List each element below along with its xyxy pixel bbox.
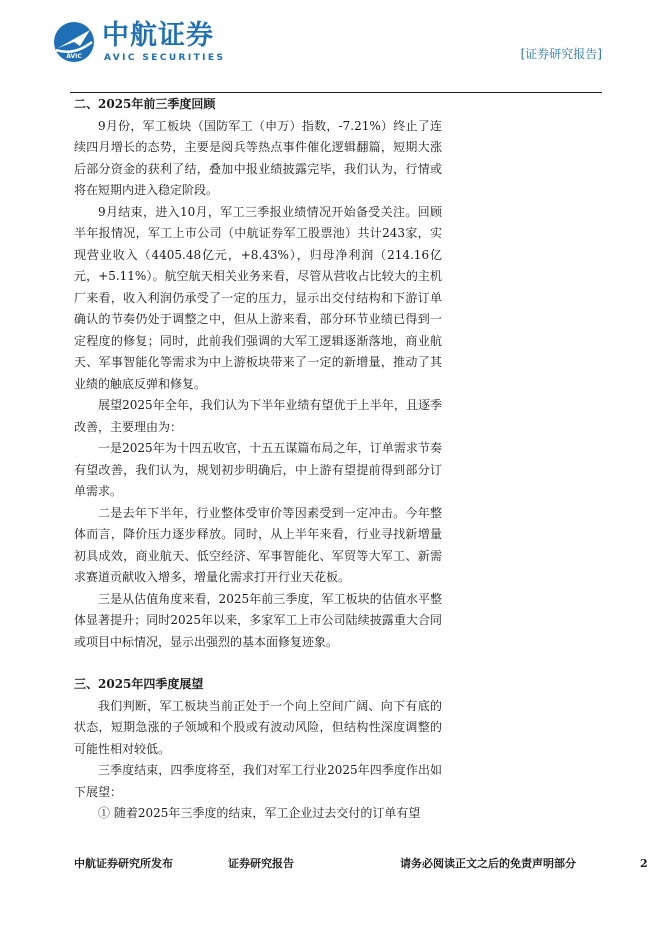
- paragraph: 一是2025年为十四五收官，十五五谋篇布局之年，订单需求节奏有望改善，我们认为，规划初步明确后，中上游有望提前得到部分订单需求。: [74, 441, 442, 498]
- section-heading-outlook: 三、2025年四季度展望: [74, 677, 204, 691]
- paragraph: 我们判断，军工板块当前正处于一个向上空间广阔、向下有底的状态，短期急涨的子领域和个股或有波动风险，但结构性深度调整的可能性相对较低。: [74, 698, 442, 756]
- footer-publisher: 中航证券研究所发布: [74, 857, 173, 870]
- section-heading-review: 二、2025年前三季度回顾: [74, 97, 216, 111]
- report-type-tag: [证券研究报告]: [520, 47, 602, 61]
- page-number: 2: [640, 857, 648, 870]
- paragraph: 9月结束，进入10月，军工三季报业绩情况开始备受关注。回顾半年报情况，军工上市公司（中航证券军工股票池）共计243家，实现营业收入（4405.48亿元，+8.43%），归母净利润（214.16亿元，+5.11%）。航空航天相关业务来看，尽管从营收占比较大的主机厂来看，收入利润仍承受了一定的压力，显示出交付结构和下游订单确认的节奏仍处于调整之中，但从上游来看，部分环节业绩已得到一定程度的修复；同时，此前我们强调的大军工逻辑逐渐落地，商业航天、军事智能化等需求为中上游板块带来了一定的新增量，推动了其业绩的触底反弹和修复。: [74, 204, 442, 391]
- company-logo: [52, 18, 242, 66]
- logo-mark-text: AVIC: [66, 53, 82, 60]
- footer-disclaimer: 请务必阅读正文之后的免责声明部分: [400, 857, 576, 870]
- avic-logo-icon: [52, 20, 96, 64]
- paragraph: 二是去年下半年，行业整体受审价等因素受到一定冲击。今年整体而言，降价压力逐步释放。同时，从上半年来看，行业寻找新增量初具成效，商业航天、低空经济、军事智能化、军贸等大军工、新需求赛道贡献收入增多，增量化需求打开行业天花板。: [74, 505, 442, 584]
- paragraph: 三是从估值角度来看，2025年前三季度，军工板块的估值水平整体显著提升；同时2025年以来，多家军工上市公司陆续披露重大合同或项目中标情况，显示出强烈的基本面修复迹象。: [74, 591, 442, 649]
- footer-doc-type: 证券研究报告: [228, 857, 294, 870]
- paragraph: 三季度结束，四季度将至，我们对军工行业2025年四季度作出如下展望：: [74, 763, 442, 799]
- paragraph: 9月份，军工板块（国防军工（申万）指数，-7.21%）终止了连续四月增长的态势，主要是阅兵等热点事件催化逻辑翻篇，短期大涨后部分资金的获利了结，叠加中报业绩披露完毕，我们认为，行情或将在短期内进入稳定阶段。: [74, 118, 442, 197]
- header-divider: [70, 92, 602, 93]
- paragraph: 展望2025年全年，我们认为下半年业绩有望优于上半年，且逐季改善，主要理由为：: [74, 398, 442, 434]
- section-spacer: [74, 653, 442, 674]
- brand-name-cn: 中航证券: [102, 20, 214, 51]
- report-body: [74, 94, 442, 825]
- paragraph: ① 随着2025年三季度的结束，军工企业过去交付的订单有望: [98, 806, 421, 820]
- brand-name-en: AVIC SECURITIES: [104, 53, 226, 63]
